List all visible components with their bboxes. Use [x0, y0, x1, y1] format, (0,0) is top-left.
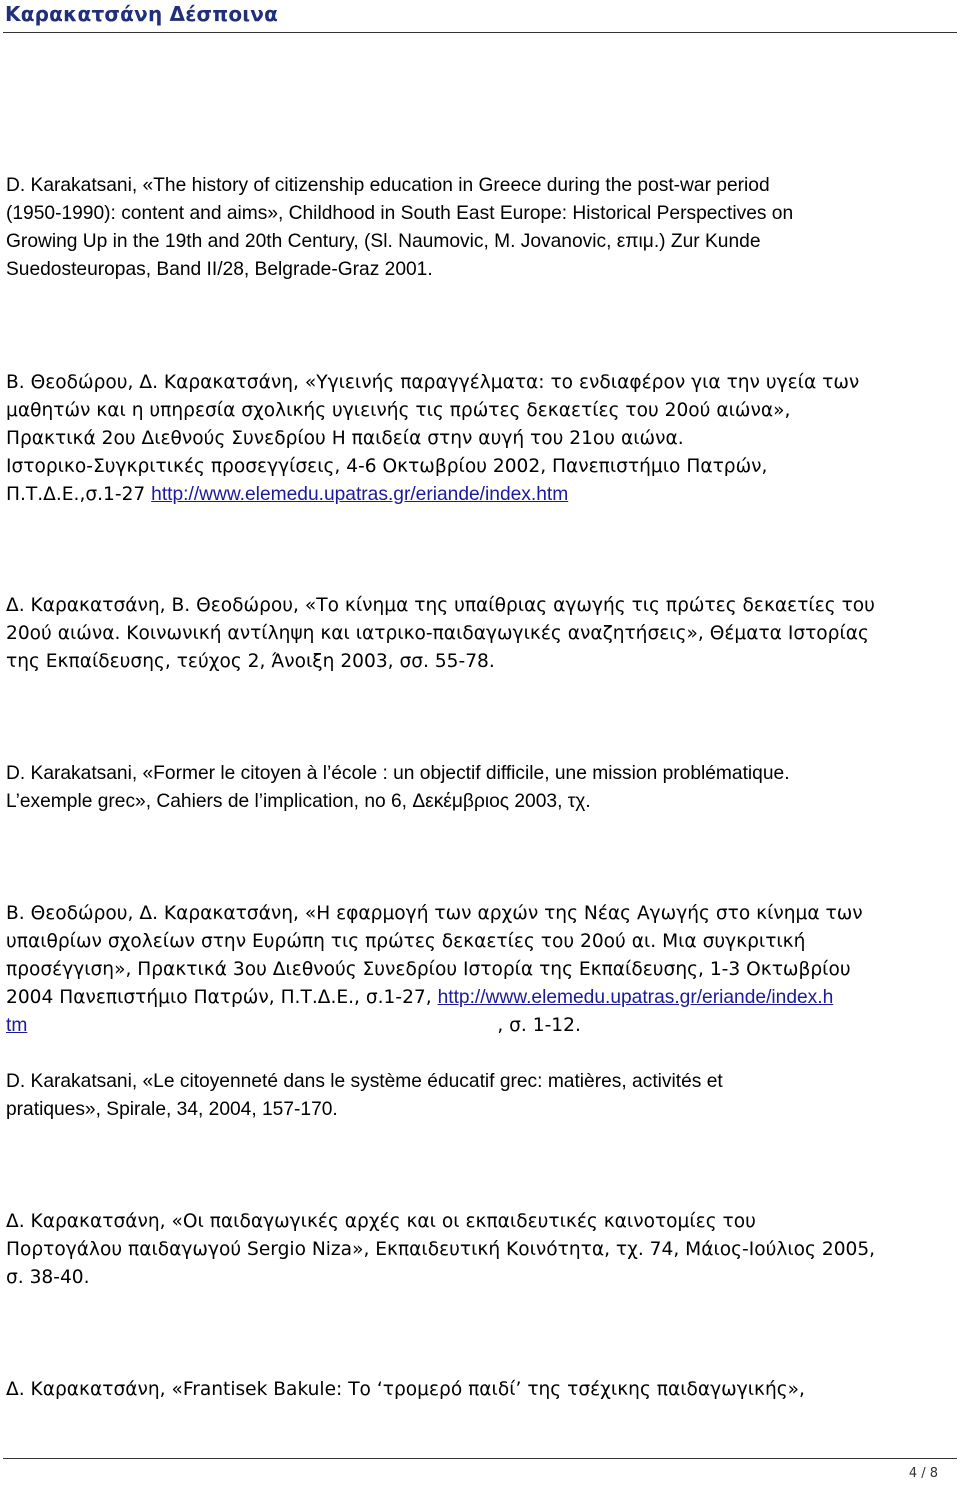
entry-line: Δ. Καρακατσάνη, «Frantisek Bakule: Το ‘τρομερό παιδί’ της τσέχικης παιδαγωγικής»,	[6, 1379, 805, 1400]
entry-line: D. Karakatsani, «Former le citoyen à l’école : un objectif difficile, une mission problématique.	[6, 763, 790, 784]
entry-line: προσέγγιση», Πρακτικά 3ου Διεθνούς Συνεδρίου Ιστορία της Εκπαίδευσης, 1-3 Οκτωβρίου	[6, 959, 851, 980]
entry-line: D. Karakatsani, «Le citoyenneté dans le système éducatif grec: matières, activités et	[6, 1071, 723, 1092]
entry-line	[6, 1012, 954, 1040]
entry-line: Β. Θεοδώρου, Δ. Καρακατσάνη, «Υγιεινής παραγγέλματα: το ενδιαφέρον για την υγεία των	[6, 372, 860, 393]
bibliography-entry-2	[6, 369, 954, 509]
bibliography-entry-5	[6, 900, 954, 1040]
reference-link-continued[interactable]: tm	[6, 1015, 28, 1036]
reference-link[interactable]: http://www.elemedu.upatras.gr/eriande/index.h	[437, 987, 834, 1008]
entry-line: Suedosteuropas, Band II/28, Belgrade-Graz 2001.	[6, 259, 433, 280]
entry-line: Ιστορικο-Συγκριτικές προσεγγίσεις, 4-6 Οκτωβρίου 2002, Πανεπιστήμιο Πατρών,	[6, 456, 768, 477]
header-divider	[3, 32, 957, 33]
entry-line: Δ. Καρακατσάνη, «Οι παιδαγωγικές αρχές και οι εκπαιδευτικές καινοτομίες του	[6, 1211, 756, 1232]
entry-line: Β. Θεοδώρου, Δ. Καρακατσάνη, «Η εφαρμογή των αρχών της Νέας Αγωγής στο κίνημα των	[6, 903, 863, 924]
entry-text: Π.Τ.Δ.Ε.,σ.1-27	[6, 484, 152, 505]
entry-line: υπαιθρίων σχολείων στην Ευρώπη τις πρώτες δεκαετίες του 20ού αι. Μια συγκριτική	[6, 931, 806, 952]
entry-line: Πορτογάλου παιδαγωγού Sergio Niza», Εκπαιδευτική Κοινότητα, τχ. 74, Μάιος-Ιούλιος 2005,	[6, 1239, 876, 1260]
bibliography-entry-6	[6, 1068, 954, 1124]
entry-text: 2004 Πανεπιστήμιο Πατρών, Π.Τ.Δ.Ε., σ.1-27,	[6, 987, 438, 1008]
entry-line: pratiques», Spirale, 34, 2004, 157-170.	[6, 1099, 338, 1120]
entry-line: σ. 38-40.	[6, 1267, 90, 1288]
footer-divider	[3, 1458, 957, 1459]
entry-line: μαθητών και η υπηρεσία σχολικής υγιεινής τις πρώτες δεκαετίες του 20ού αιώνα»,	[6, 400, 791, 421]
entry-text: , σ. 1-12.	[497, 1015, 581, 1036]
entry-line: Πρακτικά 2ου Διεθνούς Συνεδρίου Η παιδεία στην αυγή του 21ου αιώνα.	[6, 428, 684, 449]
bibliography-entry-8	[6, 1376, 954, 1404]
page-number: 4 / 8	[908, 1466, 938, 1481]
entry-line: Δ. Καρακατσάνη, Β. Θεοδώρου, «Το κίνημα της υπαίθριας αγωγής τις πρώτες δεκαετίες του	[6, 595, 875, 616]
page-title: Καρακατσάνη Δέσποινα	[5, 2, 279, 26]
entry-line: 20ού αιώνα. Κοινωνική αντίληψη και ιατρικο-παιδαγωγικές αναζητήσεις», Θέματα Ιστορίας	[6, 623, 869, 644]
entry-line: της Εκπαίδευσης, τεύχος 2, Άνοιξη 2003, σσ. 55-78.	[6, 651, 495, 672]
entry-line: (1950-1990): content and aims», Childhood in South East Europe: Historical Perspectives on	[6, 203, 794, 224]
bibliography-entry-4	[6, 760, 954, 816]
entry-line	[6, 481, 954, 509]
entry-line	[6, 984, 954, 1012]
entry-line: Growing Up in the 19th and 20th Century, (Sl. Naumovic, M. Jovanovic, επιμ.) Zur Kunde	[6, 231, 761, 252]
bibliography-entry-7	[6, 1208, 954, 1292]
entry-line: D. Karakatsani, «The history of citizenship education in Greece during the post-war period	[6, 175, 770, 196]
reference-link[interactable]: http://www.elemedu.upatras.gr/eriande/index.htm	[151, 484, 569, 505]
bibliography-entry-3	[6, 592, 954, 676]
bibliography-entry-1	[6, 172, 954, 284]
entry-line: L’exemple grec», Cahiers de l’implication, no 6, Δεκέμβριος 2003, τχ.	[6, 791, 591, 812]
